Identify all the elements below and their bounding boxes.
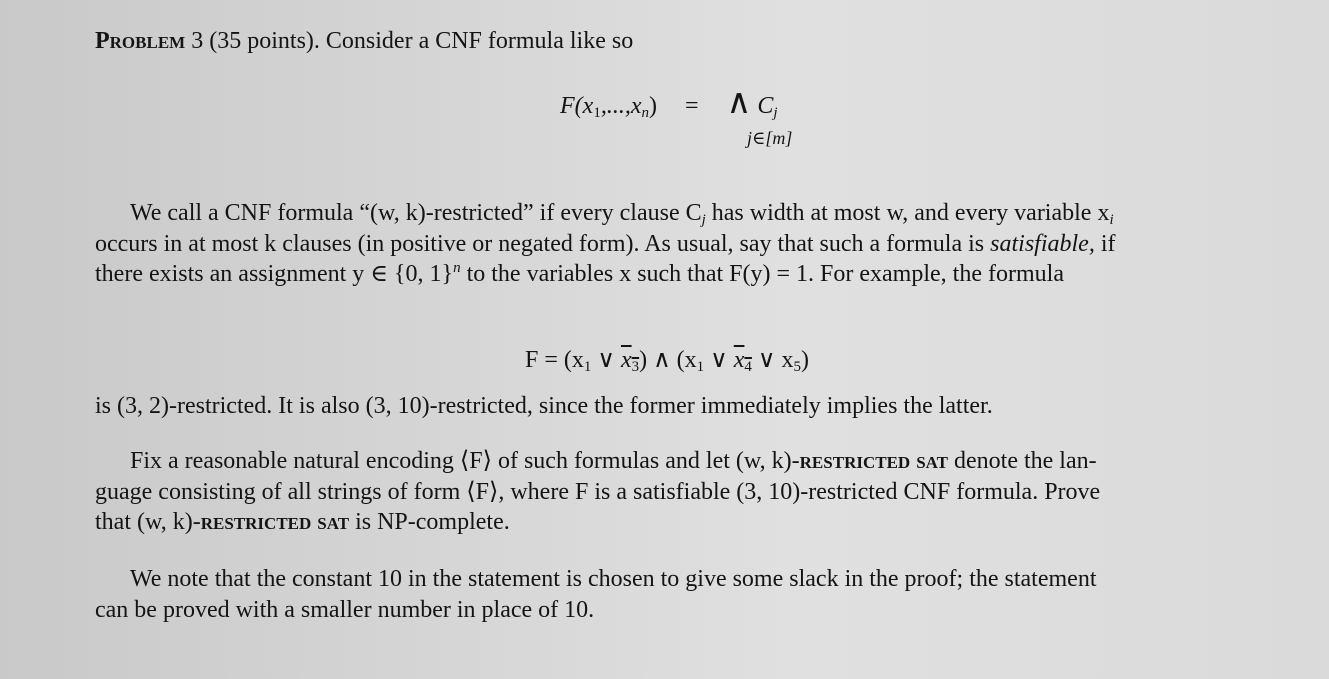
f2-ov2: x: [733, 347, 745, 373]
f2-c: ) ∧ (x: [639, 347, 697, 373]
para3-line1-b: denote the lan-: [948, 448, 1097, 474]
f2-a: F = (x: [525, 347, 584, 373]
formula1-index: j∈[m]: [747, 128, 793, 148]
para1-line2: [95, 229, 1115, 259]
formula1-subn: n: [641, 105, 649, 121]
para3-line3-a: that (w, k)-: [95, 509, 201, 535]
para1-line2-italic: satisfiable,: [990, 231, 1095, 257]
problem-heading: [95, 26, 633, 56]
f2-s1: 1: [583, 359, 592, 375]
f2-b: ∨: [591, 347, 621, 373]
para3-line3-smallcaps: restricted sat: [200, 509, 350, 535]
formula1-lhs: F(x: [560, 93, 594, 119]
f2-d: ∨: [704, 347, 734, 373]
formula1-mid: ,...,x: [600, 93, 642, 119]
formula1-clause-sub: j: [773, 105, 778, 121]
f2-ovs2: 4: [744, 359, 752, 375]
para1-line1-sub2: i: [1109, 212, 1114, 228]
formula1-close: ): [648, 93, 657, 119]
para2: is (3, 2)-restricted. It is also (3, 10)-restricted, since the former immediately implies the latter.: [95, 393, 993, 419]
problem-intro: Consider a CNF formula like so: [325, 28, 634, 54]
para3-line2: guage consisting of all strings of form ⟨F⟩, where F is a satisfiable (3, 10)-restricted CNF formula. Prove: [95, 479, 1101, 505]
para1-line1: [130, 198, 1114, 228]
para3-line1-a: Fix a reasonable natural encoding ⟨F⟩ of such formulas and let (w, k)-: [130, 448, 800, 474]
problem-points: (35 points).: [209, 28, 320, 54]
display-formula-2: [525, 345, 809, 375]
para1-line1-text: We call a CNF formula “(w, k)-restricted” if every clause C: [130, 200, 702, 226]
formula1-equals: =: [684, 93, 699, 119]
formula1-clause: C: [757, 93, 774, 119]
para3-line3-b: is NP-complete.: [349, 509, 510, 535]
formula1-sub1: 1: [593, 105, 601, 121]
f2-ovs1: 3: [631, 359, 640, 375]
para3-line1: [130, 446, 1097, 476]
para1-line3: [95, 259, 1064, 289]
f2-f: ): [800, 347, 809, 373]
f2-s3: 5: [793, 359, 801, 375]
f2-s2: 1: [696, 359, 705, 375]
problem-number: 3: [191, 28, 204, 54]
para1-line1-text-b: has width at most w, and every variable x: [705, 200, 1110, 226]
para1-line2-end: if: [1094, 231, 1116, 257]
para1-line3-end: to the variables x such that F(y) = 1. For example, the formula: [460, 261, 1064, 287]
problem-label: Problem: [95, 28, 186, 54]
display-formula-1: [560, 84, 778, 121]
para3-line3: [95, 507, 510, 537]
para4-line2: can be proved with a smaller number in place of 10.: [95, 597, 595, 623]
f2-ov1: x: [620, 347, 632, 373]
para1-line3-text: there exists an assignment y ∈ {0, 1}: [95, 261, 454, 287]
para3-line1-smallcaps: restricted sat: [799, 448, 948, 474]
para1-line3-sup: n: [453, 260, 461, 276]
para1-line1-sub: j: [701, 212, 706, 228]
para1-line2-text: occurs in at most k clauses (in positive or negated form). As usual, say that such a formula is: [95, 231, 991, 257]
para4-line1: We note that the constant 10 in the statement is chosen to give some slack in the proof; the statement: [130, 566, 1097, 592]
big-wedge-operator: ∧: [726, 84, 752, 121]
f2-e: ∨ x: [751, 347, 794, 373]
